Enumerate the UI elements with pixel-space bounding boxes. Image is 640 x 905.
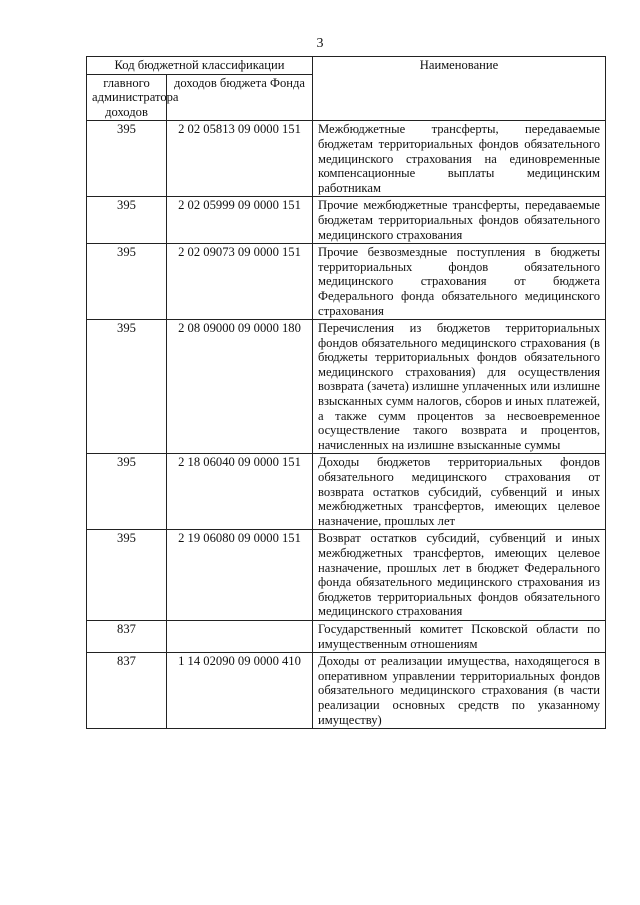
admin-code-cell: 837	[87, 620, 167, 652]
name-cell: Доходы бюджетов территориальных фондов обязательного медицинского страхования от возврата остатков субсидий, субвенций и иных межбюджетных трансфертов, имеющих целевое назначение, прошлых лет	[313, 454, 606, 530]
table-row	[87, 653, 606, 729]
table-row	[87, 530, 606, 621]
admin-code-cell: 395	[87, 197, 167, 244]
admin-code-cell: 395	[87, 454, 167, 530]
income-code-cell: 2 02 05813 09 0000 151	[167, 121, 313, 197]
header-income-code: доходов бюджета Фонда	[167, 74, 313, 121]
name-cell: Возврат остатков субсидий, субвенций и иных межбюджетных трансфертов, имеющих целевое назначение, прошлых лет в бюджет Федерального фонда обязательного медицинского страхования из бюджетов территориальных фондов обязательного медицинского страхования	[313, 530, 606, 621]
admin-code-cell: 395	[87, 320, 167, 454]
header-code-group: Код бюджетной классификации	[87, 57, 313, 75]
table-row	[87, 320, 606, 454]
admin-code-cell: 837	[87, 653, 167, 729]
name-cell: Перечисления из бюджетов территориальных фондов обязательного медицинского страхования (в бюджеты территориальных фондов обязательного медицинского страхования) для осуществления возврата (зачета) излишне уплаченных или излишне взысканных сумм налогов, сборов и иных платежей, а также сумм процентов за несвоевременное осуществление такого возврата и процентов, начисленных на излишне взысканные суммы	[313, 320, 606, 454]
income-code-cell: 2 18 06040 09 0000 151	[167, 454, 313, 530]
income-code-cell: 2 19 06080 09 0000 151	[167, 530, 313, 621]
income-code-cell: 2 02 09073 09 0000 151	[167, 244, 313, 320]
table-row	[87, 620, 606, 652]
name-cell: Доходы от реализации имущества, находящегося в оперативном управлении территориальных фондов обязательного медицинского страхования (в части реализации основных средств по указанному имуществу)	[313, 653, 606, 729]
table-row	[87, 244, 606, 320]
admin-code-cell: 395	[87, 530, 167, 621]
name-cell: Прочие межбюджетные трансферты, передаваемые бюджетам территориальных фондов обязательного медицинского страхования	[313, 197, 606, 244]
admin-code-cell: 395	[87, 121, 167, 197]
name-cell: Межбюджетные трансферты, передаваемые бюджетам территориальных фондов обязательного медицинского страхования на единовременные компенсационные выплаты медицинским работникам	[313, 121, 606, 197]
income-code-cell: 2 02 05999 09 0000 151	[167, 197, 313, 244]
income-code-cell	[167, 620, 313, 652]
table-row	[87, 454, 606, 530]
name-cell: Прочие безвозмездные поступления в бюджеты территориальных фондов обязательного медицинского страхования от бюджета Федерального фонда обязательного медицинского страхования	[313, 244, 606, 320]
table-header-row	[87, 57, 606, 75]
table-row	[87, 121, 606, 197]
income-code-cell: 1 14 02090 09 0000 410	[167, 653, 313, 729]
header-admin: главного администратора доходов	[87, 74, 167, 121]
table-row	[87, 197, 606, 244]
name-cell: Государственный комитет Псковской области по имущественным отношениям	[313, 620, 606, 652]
admin-code-cell: 395	[87, 244, 167, 320]
header-name: Наименование	[313, 57, 606, 121]
budget-classification-table	[86, 56, 606, 729]
income-code-cell: 2 08 09000 09 0000 180	[167, 320, 313, 454]
page-number: 3	[316, 36, 324, 51]
